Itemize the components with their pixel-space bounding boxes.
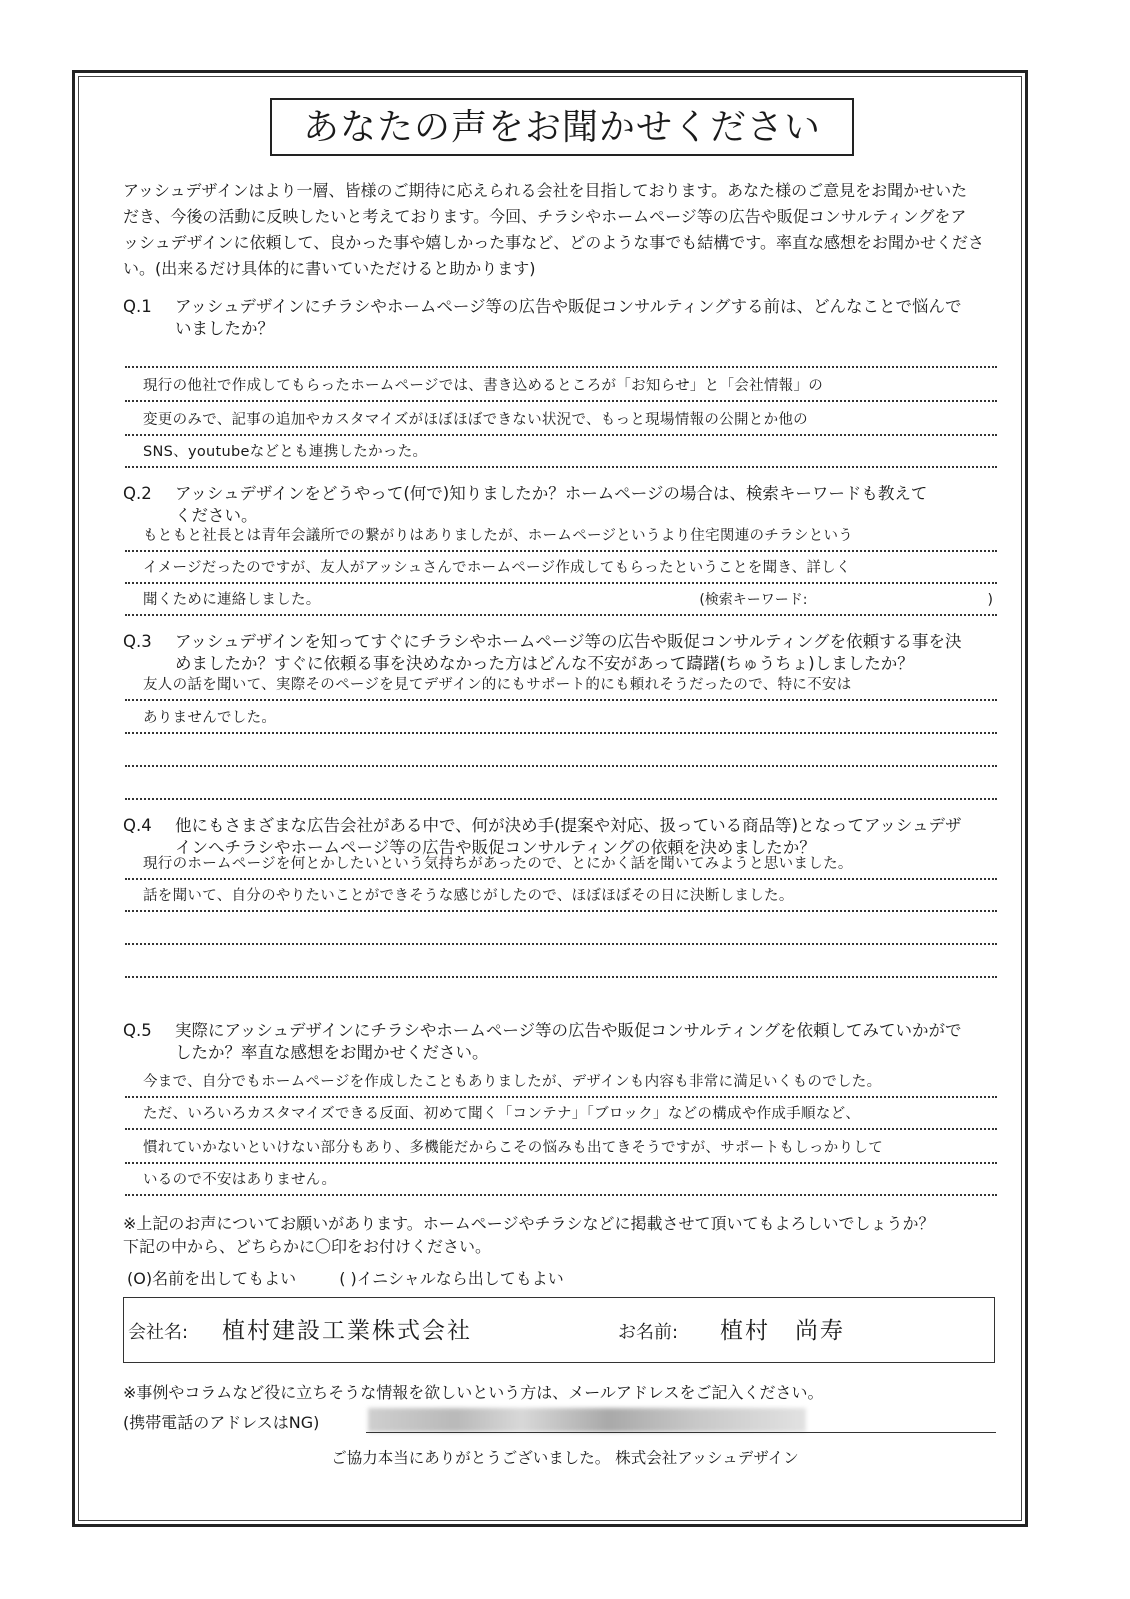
answer-line[interactable] — [125, 402, 997, 436]
question-line: ください。 — [175, 506, 258, 525]
company-name-box — [123, 1297, 995, 1363]
intro-paragraph — [123, 178, 1003, 282]
redacted-email — [368, 1408, 806, 1432]
answer-line[interactable] — [125, 878, 997, 912]
answer-line[interactable] — [125, 1130, 997, 1164]
answer-text: いるので不安はありません。 — [143, 1172, 337, 1188]
question-line: 他にもさまざまな広告会社がある中で、何が決め手(提案や対応、扱っている商品等)となってアッシュデザ — [175, 816, 962, 835]
answer-text: イメージだったのですが、友人がアッシュさんでホームページ作成してもらったということを聞き、詳しく — [143, 560, 851, 576]
answer-text: 話を聞いて、自分のやりたいことができそうな感じがしたので、ほぼほぼその日に決断しました。 — [143, 888, 794, 904]
question-number: Q.4 — [123, 816, 152, 835]
company-name[interactable]: 植村建設工業株式会社 — [222, 1318, 472, 1344]
answer-line[interactable] — [125, 667, 997, 701]
answer-text: ただ、いろいろカスタマイズできる反面、初めて聞く「コンテナ」「ブロック」などの構成や作成手順など、 — [143, 1106, 861, 1122]
answer-line[interactable] — [125, 733, 997, 767]
survey-title: あなたの声をお聞かせください — [270, 98, 854, 156]
keyword-field — [699, 589, 993, 609]
answer-line[interactable] — [125, 944, 997, 978]
answer-line[interactable] — [125, 700, 997, 734]
question-line: めましたか？すぐに依頼る事を決めなかった方はどんな不安があって躊躇(ちゅうちょ)しましたか？ — [175, 654, 914, 673]
answer-text: もともと社長とは青年会議所での繋がりはありましたが、ホームページというより住宅関連のチラシという — [143, 528, 854, 544]
question-line: 実際にアッシュデザインにチラシやホームページ等の広告や販促コンサルティングを依頼してみていかがで — [175, 1021, 962, 1040]
email-field[interactable] — [366, 1432, 996, 1433]
answer-line[interactable] — [125, 846, 997, 880]
question-number: Q.1 — [123, 297, 152, 316]
question-number: Q.2 — [123, 484, 152, 503]
person-name[interactable]: 植村 尚寿 — [720, 1318, 845, 1344]
answer-line[interactable] — [125, 1162, 997, 1196]
permission-request: ※上記のお声についてお願いがあります。ホームページやチラシなどに掲載させて頂いてもよろしいでしょうか？ — [123, 1214, 935, 1233]
intro-line: い。(出来るだけ具体的に書いていただけると助かります) — [123, 259, 536, 278]
answer-text: 現行の他社で作成してもらったホームページでは、書き込めるところが「お知らせ」と「会社情報」の — [143, 378, 824, 394]
answer-line[interactable] — [125, 1096, 997, 1130]
question-line: いましたか？ — [175, 319, 274, 338]
permission-choices — [127, 1266, 602, 1289]
answer-line[interactable] — [125, 582, 997, 616]
answer-line[interactable] — [125, 334, 997, 368]
question-number: Q.3 — [123, 632, 152, 651]
answer-line[interactable] — [125, 434, 997, 468]
answer-text: ありませんでした。 — [143, 710, 277, 726]
thanks-footer: ご協力本当にありがとうございました。 株式会社アッシュデザイン — [331, 1449, 799, 1467]
intro-line: アッシュデザインはより一層、皆様のご期待に応えられる会社を目指しております。あなた様のご意見をお聞かせいた — [123, 181, 968, 200]
answer-text: 聞くために連絡しました。 — [143, 592, 321, 608]
answer-line[interactable] — [125, 911, 997, 945]
answer-line[interactable] — [125, 550, 997, 584]
permission-instruction: 下記の中から、どちらかに〇印をお付けください。 — [123, 1237, 492, 1256]
question-line: したか？率直な感想をお聞かせください。 — [175, 1043, 489, 1062]
company-label: 会社名: — [128, 1322, 189, 1343]
answer-text: 現行のホームページを何とかしたいという気持ちがあったので、とにかく話を聞いてみようと思いました。 — [143, 856, 853, 872]
question-line: インへチラシやホームページ等の広告や販促コンサルティングの依頼を決めましたか？ — [175, 838, 816, 857]
intro-line: ッシュデザインに依頼して、良かった事や嬉しかった事など、どのような事でも結構です。率直な感想をお聞かせくださ — [123, 233, 984, 252]
question-line: アッシュデザインにチラシやホームページ等の広告や販促コンサルティングする前は、どんなことで悩んで — [175, 297, 962, 316]
answer-line[interactable] — [125, 518, 997, 552]
option-initials-ok[interactable]: ( )イニシャルなら出してもよい — [339, 1269, 564, 1288]
keyword-close: ) — [987, 592, 993, 608]
question-text — [175, 1020, 1015, 1064]
question-line: アッシュデザインを知ってすぐにチラシやホームページ等の広告や販促コンサルティングを依頼する事を決 — [175, 632, 962, 651]
answer-text: 今まで、自分でもホームページを作成したこともありましたが、デザインも内容も非常に満足いくものでした。 — [143, 1074, 882, 1090]
person-label: お名前: — [618, 1322, 679, 1343]
email-note: ※事例やコラムなど役に立ちそうな情報を欲しいという方は、メールアドレスをご記入ください。 — [123, 1383, 824, 1402]
answer-text: SNS、youtubeなどとも連携したかった。 — [143, 444, 428, 460]
question-line: アッシュデザインをどうやって(何で)知りましたか？ホームページの場合は、検索キーワードも教えて — [175, 484, 928, 503]
answer-line[interactable] — [125, 766, 997, 800]
answer-line[interactable] — [125, 368, 997, 402]
answer-text: 慣れていかないといけない部分もあり、多機能だからこその悩みも出てきそうですが、サポートもしっかりして — [143, 1140, 883, 1156]
email-label: (携帯電話のアドレスはNG) — [123, 1413, 320, 1432]
question-number: Q.5 — [123, 1021, 152, 1040]
answer-line[interactable] — [125, 1064, 997, 1098]
keyword-label: (検索キーワード: — [699, 592, 808, 608]
answer-text: 変更のみで、記事の追加やカスタマイズがほぼほぼできない状況で、もっと現場情報の公開とか他の — [143, 412, 808, 428]
option-name-ok[interactable]: (O)名前を出してもよい — [127, 1269, 297, 1288]
answer-text: 友人の話を聞いて、実際そのページを見てデザイン的にもサポート的にも頼れそうだったので、特に不安は — [143, 677, 852, 693]
intro-line: だき、今後の活動に反映したいと考えております。今回、チラシやホームページ等の広告や販促コンサルティングをア — [123, 207, 967, 226]
